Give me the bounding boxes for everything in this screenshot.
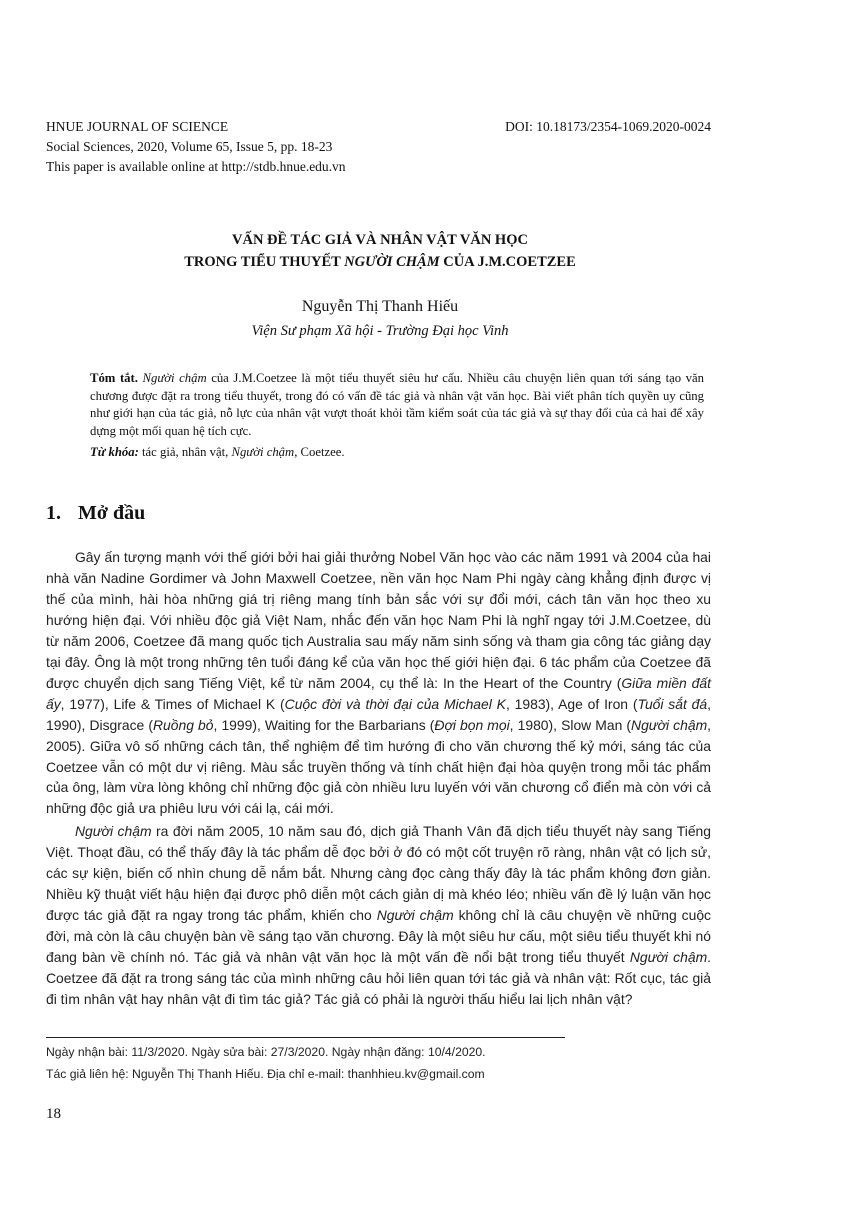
p2-b: không chỉ là câu chuyện về những cuộc đời, mà còn là câu chuyện bàn về sáng tạo văn chương. Đây là một siêu hư cấu, một siêu tiểu thuyết khi nó đang bàn về chính nó. Tác giả và nhân vật văn học là một vấn đề nổi bật trong tiểu thuyết	[46, 907, 711, 966]
title-line-2-post: CỦA J.M.COETZEE	[439, 254, 576, 270]
p2-c: . Coetzee đã đặt ra trong sáng tác của mình những câu hỏi liên quan tới tác giả và nhân vật: Rốt cục, tác giả đi tìm nhân vật hay nhân vật đi tìm tác giả? Tác giả có phải là người thấu hiểu lai lịch nhân vật?	[46, 949, 711, 1008]
issue-info: Social Sciences, 2020, Volume 65, Issue 5, pp. 18-23	[46, 139, 333, 154]
keywords-italic: Người chậm	[231, 445, 295, 459]
title-line-2-pre: TRONG TIỂU THUYẾT	[184, 254, 345, 270]
author-affiliation: Viện Sư phạm Xã hội - Trường Đại học Vinh	[251, 323, 509, 339]
p1-f: , 1980), Slow Man (	[509, 716, 632, 733]
keywords-post: , Coetzee.	[294, 445, 345, 459]
p1-d: , 1990), Disgrace (	[46, 695, 711, 733]
p1-a: Gây ấn tượng mạnh với thế giới bởi hai giải thưởng Nobel Văn học vào các năm 1991 và 2004 của hai nhà văn Nadine Gordimer và John Maxwell Coetzee, nền văn học Nam Phi ngày càng khẳng định được vị thế của mình, hài hòa những giá trị riêng mang tính bản sắc với sự đổi mới, cách tân văn học theo xu hướng hiện đại. Với nhiều độc giả Việt Nam, nhắc đến văn học Nam Phi là nghĩ ngay tới J.M.Coetzee, dù từ năm 2006, Coetzee đã mang quốc tịch Australia sau mấy năm sinh sống và tham gia công tác giảng dạy tại đây. Ông là một trong những tên tuổi đáng kể của văn học thế giới hiện đại. 6 tác phẩm của Coetzee đã được chuyển dịch sang Tiếng Việt, kể từ năm 2004, cụ thể là: In the Heart of the Country (	[46, 549, 711, 691]
p1-e: , 1999), Waiting for the Barbarians (	[213, 716, 435, 733]
footnote-contact: Tác giả liên hệ: Nguyễn Thị Thanh Hiếu. Địa chỉ e-mail: thanhhieu.kv@gmail.com	[46, 1067, 485, 1081]
p1-i5: Đợi bọn mọi	[434, 716, 510, 733]
keywords-pre: tác giả, nhân vật,	[138, 445, 232, 459]
footnote-divider	[46, 1037, 565, 1038]
p2-i3: Người chậm	[629, 949, 708, 966]
section-number: 1.	[46, 502, 61, 524]
footnote-dates: Ngày nhận bài: 11/3/2020. Ngày sửa bài: 27/3/2020. Ngày nhận đăng: 10/4/2020.	[46, 1045, 486, 1059]
doi-text: DOI: 10.18173/2354-1069.2020-0024	[505, 119, 711, 134]
p1-i1: Giữa miền đất ấy	[46, 674, 711, 712]
paragraph-2	[46, 821, 711, 1010]
section-title: Mở đầu	[78, 502, 146, 524]
body-text	[46, 547, 711, 1012]
abstract-body: của J.M.Coetzee là một tiểu thuyết siêu hư cấu. Nhiều câu chuyện liên quan tới sáng tạo văn chương được đặt ra trong tiểu thuyết, trong đó có vấn đề tác giả và nhân vật văn học. Bài viết phân tích quyền uy cũng như giới hạn của tác giả, nỗ lực của nhân vật vượt thoát khỏi tầm kiểm soát của tác giả và sự thay đổi của cả hai để xây dựng một mối quan hệ tích cực.	[90, 371, 705, 438]
p1-i2: Cuộc đời và thời đại của Michael K	[284, 695, 506, 712]
paper-title	[0, 229, 760, 273]
abstract	[90, 370, 704, 462]
paragraph-1	[46, 547, 711, 819]
section-heading	[46, 502, 145, 525]
title-line-2-italic: NGƯỜI CHẬM	[344, 254, 440, 270]
p2-a: ra đời năm 2005, 10 năm sau đó, dịch giả Thanh Vân đã dịch tiểu thuyết này sang Tiếng Việt. Thoạt đầu, có thể thấy đây là tác phẩm dễ đọc bởi ở đó có một cốt truyện rõ ràng, nhân vật có lịch sử, các sự kiện, biến cố nhìn chung dễ nắm bắt. Nhưng càng đọc càng thấy đây là tác phẩm không đơn giản. Nhiều kỹ thuật viết hậu hiện đại được phô diễn một cách giản dị mà khéo léo; nhiều vấn đề lý luận văn học được tác giả đặt ra ngay trong tác phẩm, khiến cho	[46, 823, 712, 924]
keywords-label: Từ khóa:	[90, 445, 139, 459]
author-name: Nguyễn Thị Thanh Hiếu	[301, 298, 459, 315]
journal-name: HNUE JOURNAL OF SCIENCE	[46, 119, 229, 134]
p2-i1: Người chậm	[75, 823, 152, 840]
abstract-label: Tóm tắt.	[90, 371, 138, 385]
p1-g: , 2005). Giữa vô số những cách tân, thể nghiệm để tìm hướng đi cho văn chương thế kỷ mới, sáng tác của Coetzee vẫn có một dư vị riêng. Màu sắc truyền thống và tính chất hiện đại hòa quyện trong mỗi tác phẩm của ông, làm vừa lòng không chỉ những độc giả còn nhiều lưu luyến với văn chương cổ điển mà còn với cả những độc giả ưa phiêu lưu với cái lạ, cái mới.	[46, 716, 712, 817]
p1-i4: Ruồng bỏ	[153, 716, 214, 733]
p1-c: , 1983), Age of Iron (	[505, 695, 638, 712]
abstract-title-italic: Người chậm	[142, 371, 207, 385]
p2-i2: Người chậm	[376, 907, 454, 924]
title-line-2	[0, 251, 760, 273]
availability-note: This paper is available online at http://stdb.hnue.edu.vn	[46, 159, 346, 174]
p1-i6: Người chậm	[631, 716, 708, 733]
p1-i3: Tuổi sắt đá	[637, 695, 708, 712]
p1-b: , 1977), Life & Times of Michael K (	[60, 695, 285, 712]
keywords	[90, 444, 704, 462]
abstract-text	[90, 370, 704, 440]
title-line-1: VẤN ĐỀ TÁC GIẢ VÀ NHÂN VẬT VĂN HỌC	[232, 232, 528, 248]
page-number: 18	[46, 1106, 61, 1122]
